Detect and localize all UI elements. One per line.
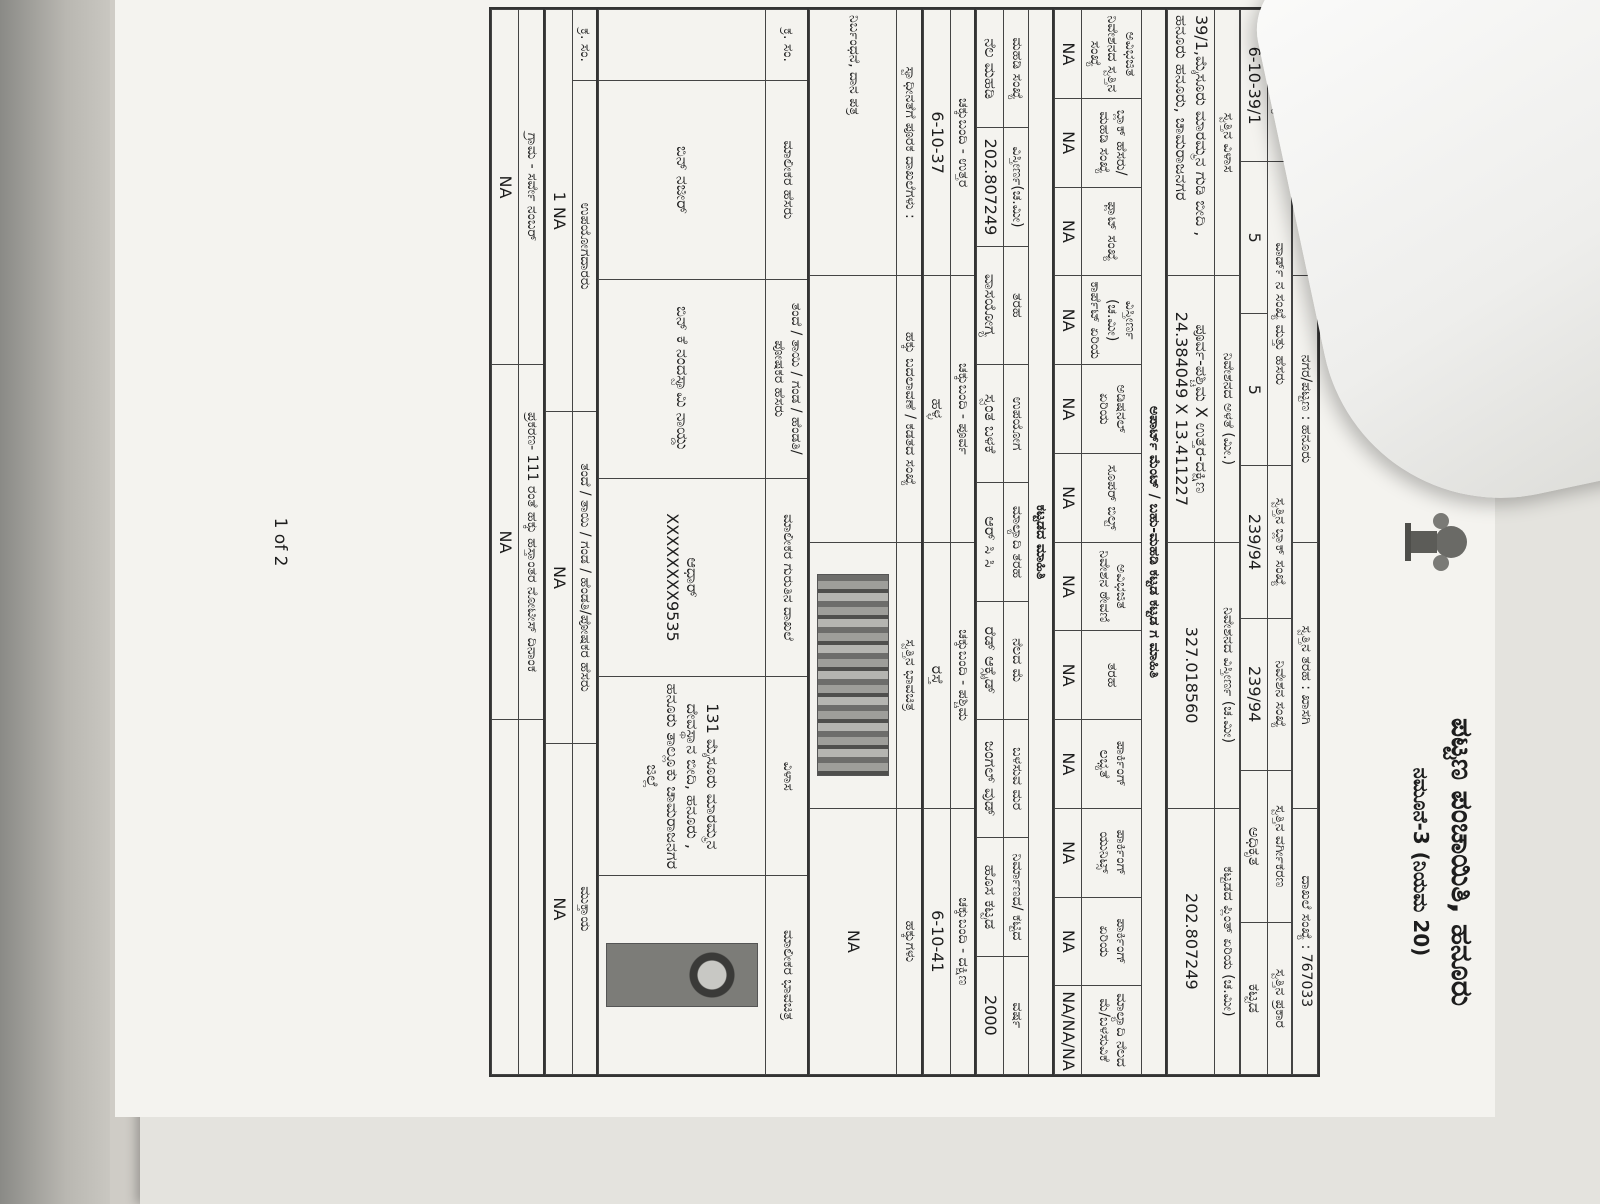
ward-name: 5 (1241, 314, 1268, 466)
survey-header: ಪ್ರಕರಣ- 111 ರಂತೆ ಹಕ್ಕು ಹಸ್ತಾಂತರ ನೋಟೀಸ್ ದಿನಾಂಕ (519, 365, 544, 720)
header-ward: ವಾರ್ಡ್ ನ ಸಂಖ್ಯೆ ಮತ್ತು ಹೆಸರು (1268, 162, 1293, 466)
survey-table (492, 9, 546, 1075)
bld-header: ಮಹಡಿ ಸಂಖ್ಯೆ (1004, 10, 1029, 128)
owner-address: 131 ಮೈಸೂರು ಮಾರಮ್ಮನ ದೇವಸ್ಥಾನ ಬೀದಿ, ಹನೂರು , ಹನೂರು ತಾಲ್ಲೂಕು ಚಾಮರಾಜನಗರ ಜಿಲ್ಲೆ (599, 677, 766, 876)
owner-header: ಮಾಲೀಕರ ಭಾವಚಿತ್ರ (766, 876, 809, 1075)
property-photo-label: ಸ್ವತ್ತಿನ ಭಾವಚಿತ್ರ (897, 542, 922, 808)
bld-value: ಹೊಸ ಕಟ್ಟಡ (977, 838, 1004, 956)
bld-header: ವರ್ಷ (1004, 956, 1029, 1074)
survey-header: ಗ್ರಾಮ - ಸರ್ವೇ ನಂಬರ್ (519, 10, 544, 365)
boundary-east: ಹಳ್ಳ (924, 276, 951, 542)
header-plinth: ಕಟ್ಟಡದ ಪ್ಲಿಂತ್ ಏರಿಯ (ಚ.ಮೀ) (1215, 808, 1240, 1074)
apt-header: ಸೂಪರ್ ಬಿಲ್ಟ್ (1082, 453, 1142, 542)
boundary-header: ಚಕ್ಕುಬಂದಿ - ಉತ್ತರ (951, 10, 976, 276)
property-type: ಸ್ವತ್ತಿನ ತರಹ : ಖಾಸಗಿ (1293, 542, 1318, 808)
apt-value: NA (1055, 542, 1082, 631)
acquisition-docs-label: ಸ್ವಾಧೀನತೆಗೆ ಪೂರಕ ದಾಖಲೆಗಳು : (897, 10, 922, 276)
apt-value: NA (1055, 631, 1082, 720)
apt-header: ಬ್ಲಾಕ್ ಹೆಸರು/ ಮಹಡಿ ಸಂಖ್ಯೆ (1082, 98, 1142, 187)
lease-value: NA (546, 743, 573, 1074)
ward-no: 5 (1241, 162, 1268, 314)
town: ನಗರ/ಪಟ್ಟಣ : ಹನೂರು (1293, 276, 1318, 542)
classification: ಅಧಿಕೃತ (1241, 770, 1268, 922)
property-photo-cell (810, 542, 897, 808)
bld-header: ವಿಸ್ತೀರ್ಣ(ಚ.ಮೀ) (1004, 128, 1029, 246)
owner-id-label: ಆಧಾರ್ (683, 557, 703, 598)
bld-header: ನೆಲದ ಮೆ (1004, 601, 1029, 719)
apt-value: NA/NA/NA (1055, 986, 1082, 1075)
bld-value: 202.807249 (977, 128, 1004, 246)
boundary-header: ಚಕ್ಕುಬಂದಿ - ದಕ್ಷಿಣ (951, 808, 976, 1074)
prop-kind: ಕಟ್ಟಡ (1241, 922, 1268, 1074)
apt-value: NA (1055, 276, 1082, 365)
boundary-west: ರಸ್ತೆ (924, 542, 951, 808)
owner-header: ಕ್ರ. ಸಂ. (766, 10, 809, 81)
apartment-title: ಅಪಾರ್ಟ್ ಮೆಂಟ್ / ಬಹು-ಮಹಡಿ ಕಟ್ಟಡ ಕಟ್ಟಡ ಗ ಮಾಹಿತಿ (1142, 10, 1167, 1075)
apt-value: NA (1055, 187, 1082, 276)
site-area: 327.018560 (1168, 542, 1215, 808)
apt-value: NA (1055, 453, 1082, 542)
documents-table (810, 9, 924, 1075)
apt-value: NA (1055, 808, 1082, 897)
apt-header: ವಿಸ್ತೀರ್ಣ (ಚ.ಮೀ) ಕಾರ್ಪೆಟ್ ಏರಿಯ (1082, 276, 1142, 365)
rights-value: NA (810, 808, 897, 1074)
owner-name: ಬಿನ್ ನಜೀರ್ (599, 81, 766, 280)
boundary-header: ಚಕ್ಕುಬಂದಿ - ಪಶ್ಚಿಮ (951, 542, 976, 808)
header-site-area: ನಿವೇಶನದ ವಿಸ್ತೀರ್ಣ (ಚ.ಮೀ) (1215, 542, 1240, 808)
property-no: 6-10-39/1 (1241, 10, 1268, 162)
block-no: 239/94 (1241, 466, 1268, 618)
rights-label: ಹಕ್ಕುಗಳು (897, 808, 922, 1074)
apt-header: ಮಾಲ್ಯಾದಿ ನೆಲದ ಮೆ/ಬಳಸುವಿಕೆ (1082, 986, 1142, 1075)
apt-header: ಅವಿಭಜಿತ ನಿವೇಶನದ ಸ್ವತ್ತಿನ ಸಂಖ್ಯೆ (1082, 10, 1142, 99)
apt-header: ಅವಿಭಜಿತ ನಿವೇಶನ ಠೇವಣಿ (1082, 542, 1142, 631)
bld-value: 2000 (977, 956, 1004, 1074)
apt-value: NA (1055, 365, 1082, 454)
owner-header: ತಂದೆ / ತಾಯಿ / ಗಂಡ / ಹೆಂಡತಿ/ಪೋಷಕರ ಹೆಸರು (766, 279, 809, 478)
rights-change-label: ಹಕ್ಕು ಬದಲಾವಣೆ / ಕಡತದ ಸಂಖ್ಯೆ (897, 276, 922, 542)
header-block-no: ಸ್ವತ್ತಿನ ಬ್ಲಾಕ್ ಸಂಖ್ಯೆ (1268, 466, 1293, 618)
restrictions-label: ನಿರ್ಬಂಧನೆ, ದಾನ ಪತ್ರ (810, 10, 897, 276)
boundary-table (923, 9, 977, 1075)
bld-value: ವಾಸಯೋಗ್ಯ (977, 246, 1004, 364)
apt-header: ಪಾರ್ಕಿಂಗ್ ಲಭ್ಯತೆ (1082, 720, 1142, 809)
lease-value: NA (546, 412, 573, 743)
coords-label: ಪೂರ್ವ-ಪಶ್ಚಿಮ X ಉತ್ತರ-ದಕ್ಷಿಣ (1192, 324, 1212, 494)
owner-header: ಮಾಲೀಕರ ಹೆಸರು (766, 81, 809, 280)
owner-header: ಮಾಲೀಕರ ಗುರುತಿನ ದಾಖಲೆ (766, 478, 809, 677)
bld-header: ನಿರ್ಮಾಣದ/ ಕಟ್ಟಿದ (1004, 838, 1029, 956)
apt-header: ತರಹ (1082, 631, 1142, 720)
apt-value: NA (1055, 10, 1082, 99)
address-table (1168, 9, 1241, 1075)
bld-header: ಉಪಯೋಗ (1004, 364, 1029, 482)
header-classification: ಸ್ವತ್ತಿನ ವರ್ಗೀಕರಣ (1268, 770, 1293, 922)
bld-value: ಸ್ವಂತ ಬಳಕೆ (977, 364, 1004, 482)
bld-header: ಬಳಸುವ ಮರ (1004, 719, 1029, 837)
lease-value: 1 NA (546, 10, 573, 412)
header-address: ಸ್ವತ್ತಿನ ವಿಳಾಸ (1215, 10, 1240, 276)
site-no: 239/94 (1241, 618, 1268, 770)
bld-header: ತರಹ (1004, 246, 1029, 364)
form-number: ನಮೂನೆ-3 (ನಿಯಮ 20) (1409, 767, 1433, 957)
bld-value: ರೆಡ್ ಆಕ್ಸೈಡ್ (977, 601, 1004, 719)
bld-value: ನೆಲ ಮಹಡಿ (977, 10, 1004, 128)
survey-value: NA (492, 10, 519, 365)
document-table (490, 7, 1321, 1077)
bld-value: ಆರ್ ಸಿ ಸಿ (977, 483, 1004, 601)
state-emblem-icon (1401, 507, 1481, 577)
boundary-south: 6-10-41 (924, 808, 951, 1074)
apt-value: NA (1055, 897, 1082, 986)
building-title: ಕಟ್ಟಡದ ಮಾಹಿತಿ (1029, 10, 1054, 1075)
desk-background (0, 0, 110, 1204)
plinth-area: 202.807249 (1168, 808, 1215, 1074)
survey-empty (492, 720, 519, 1075)
survey-value: NA (492, 365, 519, 720)
owner-serial-empty (599, 10, 766, 81)
boundary-north: 6-10-37 (924, 10, 951, 276)
lease-table (545, 9, 599, 1075)
apt-value: NA (1055, 98, 1082, 187)
boundary-header: ಚಕ್ಕುಬಂದಿ - ಪೂರ್ವ (951, 276, 976, 542)
docs-empty (810, 276, 897, 542)
building-table (977, 9, 1055, 1075)
header-prop-kind: ಸ್ವತ್ತಿನ ಪ್ರಕಾರ (1268, 922, 1293, 1074)
owner-parent: ಬಿನ್ ಕೆ ನಂದಸ್ವಾಮಿ ನಾಯ್ಡು (599, 279, 766, 478)
header-site-no: ನಿವೇಶನ ಸಂಖ್ಯೆ (1268, 618, 1293, 770)
survey-empty (519, 720, 544, 1075)
apt-header: ಫ್ಲಾಟ್ ಸಂಖ್ಯೆ (1082, 187, 1142, 276)
coords-value: 24.384049 X 13.411227 (1172, 311, 1192, 506)
owner-id-cell (599, 478, 766, 677)
lease-header: ಮುಕ್ತಾಯ (573, 743, 598, 1074)
apt-value: NA (1055, 720, 1082, 809)
address: 39/1,ಮೈಸೂರು ಮಾರಮ್ಮನ ಗುಡಿ ಬೀದಿ , ಹನೂರು ಹನೂರು, ಚಾಮರಾಜನಗರ (1168, 10, 1215, 276)
apt-header: ಪಾರ್ಕಿಂಗ್ ಏರಿಯ (1082, 897, 1142, 986)
lease-header: ಕ್ರ. ಸಂ. (573, 10, 598, 81)
page-number: 1 of 2 (270, 517, 290, 567)
apt-header: ಪಾರ್ಕಿಂಗ್ ಯುನಿಟ್ಸ್ (1082, 808, 1142, 897)
owner-photo (607, 943, 759, 1007)
owner-photo-cell (599, 876, 766, 1075)
owner-id-value: XXXXXXXX9535 (663, 513, 683, 642)
bld-header: ಮಾಲ್ಯಾದಿ ತರಹ (1004, 483, 1029, 601)
property-photo (818, 574, 890, 776)
register-number: ದಾಖಲೆ ಸಂಖ್ಯೆ : 767033 (1293, 808, 1318, 1074)
lease-header: ತಂದೆ / ತಾಯಿ / ಗಂಡ / ಹೆಂಡತಿ/ಪೋಷಕರ ಹೆಸರು (573, 412, 598, 743)
apartment-table (1055, 9, 1168, 1075)
lease-header: ಉಪಯೋಗದಾರರು (573, 81, 598, 412)
owner-header: ವಿಳಾಸ (766, 677, 809, 876)
bld-value: ಜಂಗಲ್ ವುಡ್ (977, 719, 1004, 837)
owner-table (599, 9, 810, 1075)
header-coords: ನಿವೇಶನದ ಅಳತೆ (ಮೀ.) (1215, 276, 1240, 542)
coords-cell (1168, 276, 1215, 542)
urban-body-title: ಪಟ್ಟಣ ಪಂಚಾಯಿತಿ, ಹನೂರು (1444, 717, 1479, 1007)
apt-header: ಅಡಿಷನಲ್ ಏರಿಯ (1082, 365, 1142, 454)
